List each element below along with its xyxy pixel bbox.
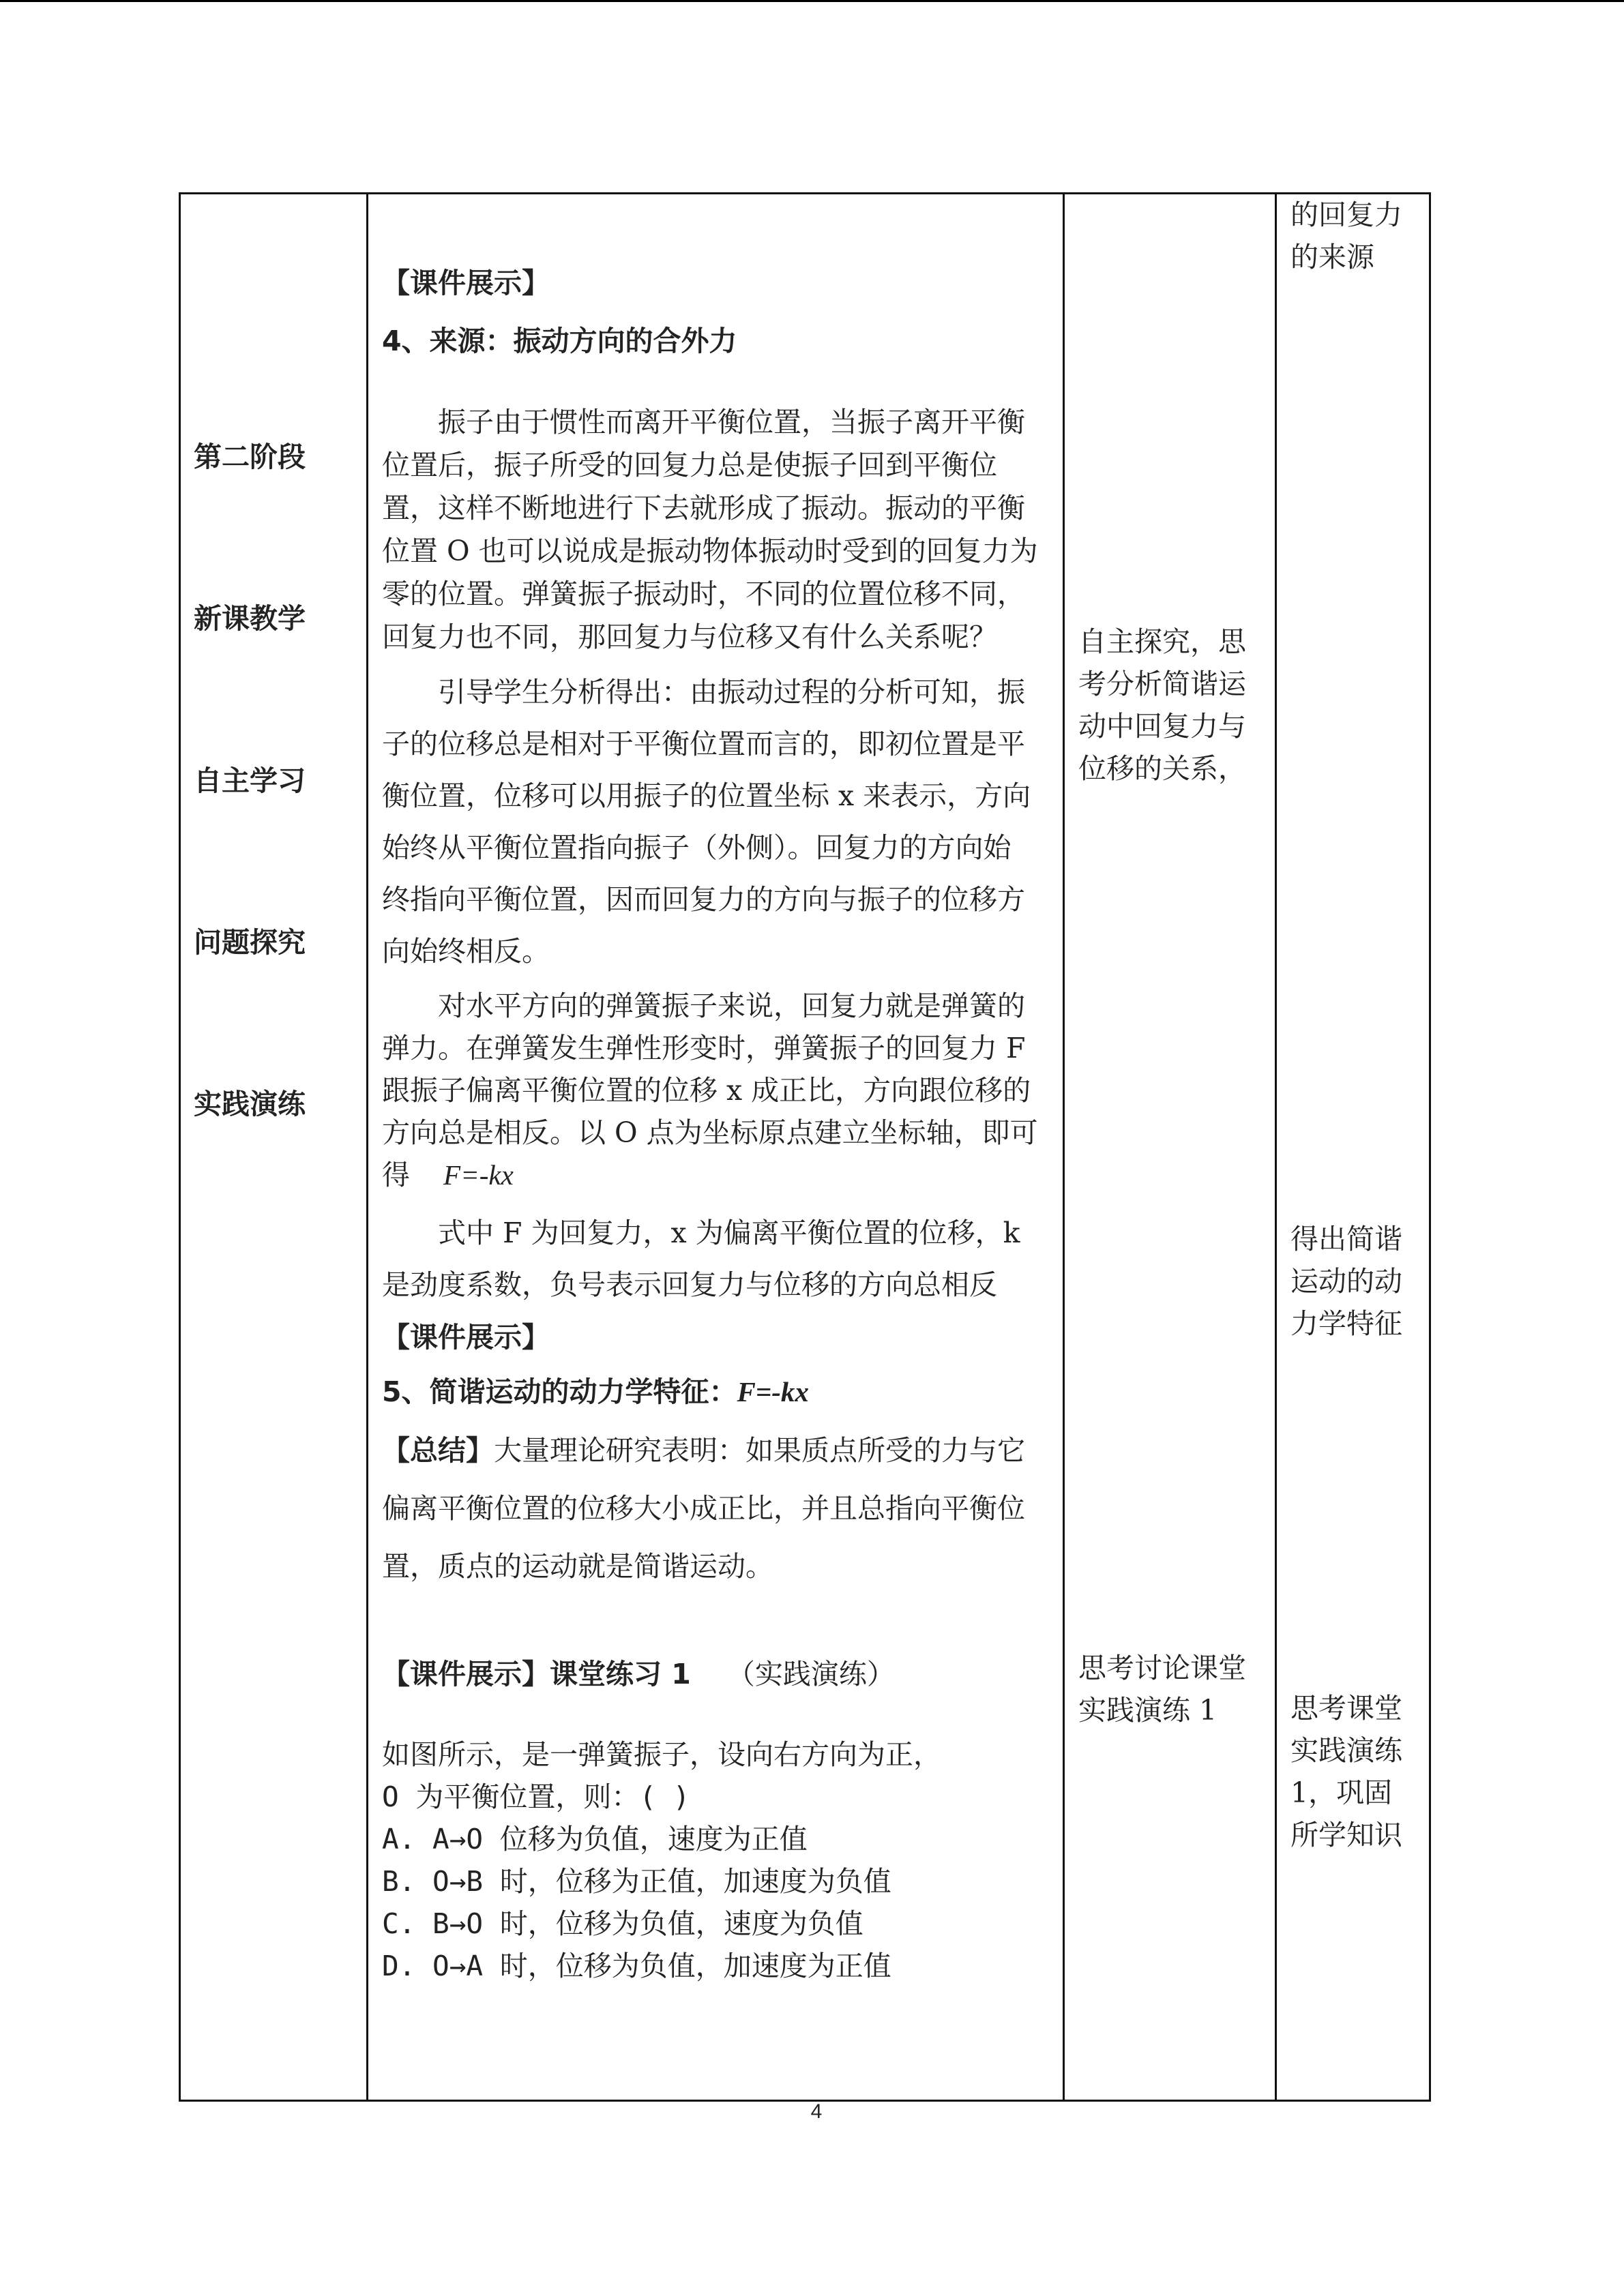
answer-option: A. A→O 位移为负值，速度为正值 (382, 1823, 808, 1855)
stage-label: 第二阶段 (194, 441, 306, 473)
activity-line: 思考讨论课堂 (1078, 1652, 1246, 1684)
paragraph-line: 衡位置，位移可以用振子的位置坐标 x 来表示，方向 (382, 779, 1031, 812)
intent-line: 得出简谐 (1290, 1223, 1402, 1255)
exercise-label: 【课件展示】课堂练习 1 (382, 1658, 691, 1690)
column-divider-1 (366, 192, 368, 2102)
paragraph-line: 弹力。在弹簧发生弹性形变时，弹簧振子的回复力 F (382, 1032, 1026, 1064)
paragraph-line: 始终从平衡位置指向振子（外侧）。回复力的方向始 (382, 831, 1012, 864)
section-heading-label: 5、简谐运动的动力学特征： (382, 1375, 737, 1408)
exercise-heading (382, 1652, 895, 1697)
stage-label: 自主学习 (194, 764, 306, 797)
summary-line (382, 1428, 1025, 1473)
summary-line: 偏离平衡位置的位移大小成正比，并且总指向平衡位 (382, 1492, 1025, 1525)
paragraph-line: 零的位置。弹簧振子振动时，不同的位置位移不同， (382, 578, 1025, 610)
intent-line: 运动的动 (1290, 1265, 1402, 1298)
formula-prefix: 得 (382, 1159, 410, 1191)
intent-line: 的来源 (1290, 241, 1374, 273)
intent-line: 实践演练 (1290, 1734, 1402, 1767)
question-line: 如图所示，是一弹簧振子，设向右方向为正， (382, 1738, 941, 1771)
answer-option: D. O→A 时，位移为负值，加速度为正值 (382, 1950, 891, 1982)
table-left-border (179, 192, 181, 2102)
section-heading: 4、来源：振动方向的合外力 (382, 325, 737, 357)
intent-line: 1，巩固 (1290, 1776, 1393, 1809)
activity-line: 动中回复力与 (1078, 710, 1246, 743)
answer-option: B. O→B 时，位移为正值，加速度为负值 (382, 1865, 891, 1898)
page-number: 4 (810, 2100, 823, 2123)
paragraph-line: 对水平方向的弹簧振子来说，回复力就是弹簧的 (438, 989, 1025, 1022)
exercise-tag: （实践演练） (726, 1658, 895, 1690)
stage-label: 实践演练 (194, 1088, 306, 1120)
stage-label: 问题探究 (194, 926, 306, 959)
activity-line: 考分析简谐运 (1078, 668, 1246, 700)
paragraph-line: 跟振子偏离平衡位置的位移 x 成正比，方向跟位移的 (382, 1074, 1031, 1107)
paragraph-line: 位置 O 也可以说成是振动物体振动时受到的回复力为 (382, 535, 1038, 567)
paragraph-line: 方向总是相反。以 O 点为坐标原点建立坐标轴，即可 (382, 1116, 1038, 1149)
table-right-border (1429, 192, 1431, 2102)
lesson-plan-table (179, 192, 1431, 2102)
paragraph-line: 置，这样不断地进行下去就形成了振动。振动的平衡 (382, 492, 1025, 524)
formula: F=-kx (443, 1159, 514, 1191)
activity-line: 自主探究，思 (1078, 625, 1246, 658)
intent-line: 的回复力 (1290, 198, 1402, 231)
paragraph-line: 回复力也不同，那回复力与位移又有什么关系呢？ (382, 621, 997, 653)
activity-line: 实践演练 1 (1078, 1694, 1217, 1727)
answer-option: C. B→O 时，位移为负值，速度为负值 (382, 1907, 863, 1940)
paragraph-line: 振子由于惯性而离开平衡位置，当振子离开平衡 (438, 406, 1025, 438)
formula-line (382, 1152, 514, 1197)
intent-line: 思考课堂 (1290, 1692, 1402, 1725)
page-top-border (0, 0, 1624, 2)
paragraph-line: 式中 F 为回复力，x 为偏离平衡位置的位移，k (438, 1217, 1020, 1249)
section-heading (382, 1369, 809, 1414)
courseware-heading: 【课件展示】 (382, 1321, 550, 1354)
paragraph-line: 位置后，振子所受的回复力总是使振子回到平衡位 (382, 449, 997, 481)
paragraph-line: 子的位移总是相对于平衡位置而言的，即初位置是平 (382, 728, 1025, 760)
paragraph-line: 向始终相反。 (382, 935, 550, 968)
paragraph-line: 是劲度系数，负号表示回复力与位移的方向总相反 (382, 1268, 997, 1301)
activity-line: 位移的关系， (1078, 752, 1246, 785)
question-line: O 为平衡位置，则：( ) (382, 1780, 690, 1813)
formula: F=-kx (737, 1376, 809, 1407)
summary-label: 【总结】 (382, 1434, 494, 1467)
courseware-heading: 【课件展示】 (382, 267, 550, 299)
intent-line: 所学知识 (1290, 1819, 1402, 1851)
column-divider-3 (1275, 192, 1277, 2102)
summary-text: 大量理论研究表明：如果质点所受的力与它 (494, 1434, 1025, 1467)
paragraph-line: 引导学生分析得出：由振动过程的分析可知，振 (438, 676, 1025, 709)
column-divider-2 (1063, 192, 1065, 2102)
summary-line: 置，质点的运动就是简谐运动。 (382, 1550, 773, 1583)
stage-label: 新课教学 (194, 602, 306, 635)
paragraph-line: 终指向平衡位置，因而回复力的方向与振子的位移方 (382, 883, 1025, 916)
intent-line: 力学特征 (1290, 1307, 1402, 1340)
